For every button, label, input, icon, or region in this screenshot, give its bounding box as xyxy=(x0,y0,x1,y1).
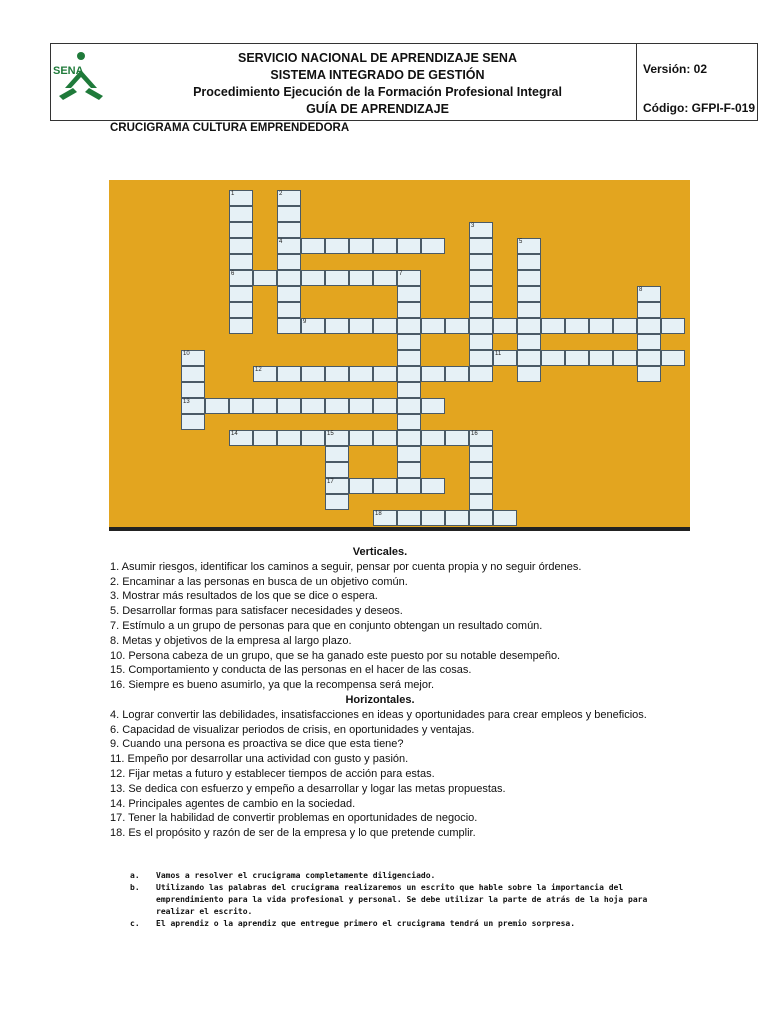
clue-vertical-3: 3. Mostrar más resultados de los que se dice o espera. xyxy=(110,590,378,603)
crossword-cell[interactable] xyxy=(301,238,325,254)
document-subtitle: CRUCIGRAMA CULTURA EMPRENDEDORA xyxy=(110,122,350,134)
crossword-cell[interactable] xyxy=(349,478,373,494)
clue-horizontal-9: 9. Cuando una persona es proactiva se dice que esta tiene? xyxy=(110,738,404,751)
instruction-item xyxy=(130,882,650,918)
clue-horizontal-18: 18. Es el propósito y razón de ser de la empresa y lo que pretende cumplir. xyxy=(110,827,476,840)
header-line-3: Procedimiento Ejecución de la Formación Profesional Integral xyxy=(193,85,562,99)
crossword-cell[interactable] xyxy=(229,206,253,222)
clue-number: 6 xyxy=(231,271,235,277)
crossword-cell[interactable] xyxy=(637,318,661,334)
instruction-text: Utilizando las palabras del crucigrama realizaremos un escrito que hable sobre la importancia del emprendimiento para la vida profesional y personal. Se debe utilizar la parte de atrás de la hoja para realizar el escrito. xyxy=(156,883,648,916)
crossword-cell[interactable] xyxy=(517,302,541,318)
crossword-cell[interactable] xyxy=(325,398,349,414)
crossword-cell[interactable] xyxy=(277,366,301,382)
header-line-2: SISTEMA INTEGRADO DE GESTIÓN xyxy=(270,68,485,82)
crossword-cell[interactable] xyxy=(301,318,325,334)
crossword-cell[interactable] xyxy=(397,398,421,414)
crossword-cell[interactable] xyxy=(517,254,541,270)
crossword-cell[interactable] xyxy=(397,350,421,366)
clue-vertical-10: 10. Persona cabeza de un grupo, que se ha ganado este puesto por su notable desempeño. xyxy=(110,649,561,662)
crossword-cell[interactable] xyxy=(277,238,301,254)
crossword-cell[interactable] xyxy=(637,350,661,366)
header-line-4: GUÍA DE APRENDIZAJE xyxy=(306,102,449,116)
logo-cell xyxy=(51,44,119,120)
instruction-item xyxy=(130,870,650,882)
crossword-cell[interactable] xyxy=(493,318,517,334)
clue-number: 14 xyxy=(231,431,238,437)
crossword-cell[interactable] xyxy=(373,238,397,254)
crossword-cell[interactable] xyxy=(565,318,589,334)
crossword-cell[interactable] xyxy=(301,270,325,286)
crossword-cell[interactable] xyxy=(325,318,349,334)
crossword-bottom-border xyxy=(109,527,690,531)
crossword-cell[interactable] xyxy=(349,270,373,286)
crossword-cell[interactable] xyxy=(301,430,325,446)
instruction-mark: c. xyxy=(130,919,140,928)
crossword-cell[interactable] xyxy=(421,318,445,334)
crossword-cell[interactable] xyxy=(373,510,397,526)
crossword-cell[interactable] xyxy=(397,318,421,334)
crossword-cell[interactable] xyxy=(517,350,541,366)
crossword-cell[interactable] xyxy=(325,430,349,446)
crossword-cell[interactable] xyxy=(421,398,445,414)
crossword-cell[interactable] xyxy=(253,270,277,286)
clue-horizontal-14: 14. Principales agentes de cambio en la sociedad. xyxy=(110,797,356,810)
crossword-cell[interactable] xyxy=(229,398,253,414)
instruction-text: Vamos a resolver el crucigrama completamente diligenciado. xyxy=(156,871,436,880)
clue-number: 5 xyxy=(519,239,523,245)
crossword-cell[interactable] xyxy=(445,510,469,526)
vertical-heading: Verticales. xyxy=(352,546,408,558)
crossword-cell[interactable] xyxy=(637,366,661,382)
crossword-cell[interactable] xyxy=(469,334,493,350)
crossword-cell[interactable] xyxy=(277,286,301,302)
crossword-cell[interactable] xyxy=(469,302,493,318)
crossword-cell[interactable] xyxy=(205,398,229,414)
crossword-cell[interactable] xyxy=(469,446,493,462)
crossword-cell[interactable] xyxy=(277,318,301,334)
crossword-cell[interactable] xyxy=(397,270,421,286)
crossword-cell[interactable] xyxy=(229,270,253,286)
crossword-cell[interactable] xyxy=(373,318,397,334)
crossword-cell[interactable] xyxy=(517,238,541,254)
crossword-cell[interactable] xyxy=(229,238,253,254)
clue-horizontal-17: 17. Tener la habilidad de convertir problemas en oportunidades de negocio. xyxy=(110,812,478,825)
crossword-cell[interactable] xyxy=(421,430,445,446)
crossword-cell[interactable] xyxy=(349,366,373,382)
crossword-cell[interactable] xyxy=(349,430,373,446)
crossword-cell[interactable] xyxy=(661,318,685,334)
clue-number: 4 xyxy=(279,239,283,245)
crossword-cell[interactable] xyxy=(493,350,517,366)
crossword-cell[interactable] xyxy=(373,430,397,446)
clue-horizontal-13: 13. Se dedica con esfuerzo y empeño a desarrollar y logar las metas propuestas. xyxy=(110,782,506,795)
crossword-cell[interactable] xyxy=(637,334,661,350)
crossword-cell[interactable] xyxy=(325,462,349,478)
logo-text: SENA xyxy=(53,65,84,77)
crossword-cell[interactable] xyxy=(469,510,493,526)
crossword-cell[interactable] xyxy=(637,286,661,302)
crossword-cell[interactable] xyxy=(397,446,421,462)
crossword-cell[interactable] xyxy=(421,238,445,254)
clue-number: 18 xyxy=(375,511,382,517)
crossword-cell[interactable] xyxy=(325,270,349,286)
crossword-cell[interactable] xyxy=(373,398,397,414)
crossword-cell[interactable] xyxy=(229,222,253,238)
crossword-cell[interactable] xyxy=(637,302,661,318)
crossword-cell[interactable] xyxy=(421,478,445,494)
crossword-cell[interactable] xyxy=(301,366,325,382)
crossword-cell[interactable] xyxy=(277,398,301,414)
clue-horizontal-12: 12. Fijar metas a futuro y establecer tiempos de acción para estas. xyxy=(110,767,435,780)
instruction-mark: a. xyxy=(130,871,140,880)
crossword-cell[interactable] xyxy=(517,366,541,382)
header-line-1: SERVICIO NACIONAL DE APRENDIZAJE SENA xyxy=(238,51,517,65)
crossword-cell[interactable] xyxy=(469,318,493,334)
crossword-cell[interactable] xyxy=(373,366,397,382)
clue-number: 12 xyxy=(255,367,262,373)
clue-number: 3 xyxy=(471,223,475,229)
crossword-cell[interactable] xyxy=(397,286,421,302)
clue-vertical-2: 2. Encaminar a las personas en busca de un objetivo común. xyxy=(110,575,408,588)
clue-number: 1 xyxy=(231,191,235,197)
crossword-cell[interactable] xyxy=(181,398,205,414)
crossword-cell[interactable] xyxy=(277,302,301,318)
crossword-cell[interactable] xyxy=(469,430,493,446)
instructions-list xyxy=(130,870,650,930)
crossword-cell[interactable] xyxy=(397,430,421,446)
crossword-cell[interactable] xyxy=(397,334,421,350)
crossword-cell[interactable] xyxy=(277,190,301,206)
clue-number: 9 xyxy=(303,319,307,325)
crossword-cell[interactable] xyxy=(277,270,301,286)
crossword-cell[interactable] xyxy=(325,366,349,382)
crossword-cell[interactable] xyxy=(277,222,301,238)
crossword-cell[interactable] xyxy=(397,302,421,318)
crossword-cell[interactable] xyxy=(277,206,301,222)
crossword-cell[interactable] xyxy=(373,270,397,286)
crossword-cell[interactable] xyxy=(469,222,493,238)
crossword-cell[interactable] xyxy=(445,430,469,446)
crossword-cell[interactable] xyxy=(373,478,397,494)
vertical-clues-list xyxy=(110,560,650,693)
crossword-cell[interactable] xyxy=(565,350,589,366)
crossword-cell[interactable] xyxy=(469,286,493,302)
crossword-cell[interactable] xyxy=(397,414,421,430)
clue-vertical-16: 16. Siempre es bueno asumirlo, ya que la recompensa será mejor. xyxy=(110,679,435,692)
crossword-cell[interactable] xyxy=(277,254,301,270)
clue-number: 10 xyxy=(183,351,190,357)
clue-number: 2 xyxy=(279,191,283,197)
crossword-cell[interactable] xyxy=(253,430,277,446)
crossword-cell[interactable] xyxy=(349,398,373,414)
clue-number: 16 xyxy=(471,431,478,437)
crossword-cell[interactable] xyxy=(301,398,325,414)
crossword-cell[interactable] xyxy=(469,254,493,270)
crossword-cell[interactable] xyxy=(253,366,277,382)
crossword-cell[interactable] xyxy=(277,430,301,446)
clue-number: 17 xyxy=(327,479,334,485)
crossword-cell[interactable] xyxy=(517,334,541,350)
clue-vertical-7: 7. Estímulo a un grupo de personas para que en conjunto obtengan un resultado común. xyxy=(110,619,543,632)
crossword-cell[interactable] xyxy=(469,462,493,478)
horizontal-heading: Horizontales. xyxy=(345,693,415,706)
clue-number: 15 xyxy=(327,431,334,437)
crossword-cell[interactable] xyxy=(661,350,685,366)
clues-section xyxy=(110,545,650,841)
clue-number: 8 xyxy=(639,287,643,293)
crossword-cell[interactable] xyxy=(613,318,637,334)
clue-vertical-1: 1. Asumir riesgos, identificar los caminos a seguir, pensar por cuenta propia y no seguir órdenes. xyxy=(110,560,582,573)
crossword-cell[interactable] xyxy=(397,238,421,254)
crossword-cell[interactable] xyxy=(181,366,205,382)
crossword-cell[interactable] xyxy=(469,494,493,510)
crossword-cell[interactable] xyxy=(469,478,493,494)
crossword-cell[interactable] xyxy=(445,318,469,334)
crossword-cell[interactable] xyxy=(229,302,253,318)
crossword-cell[interactable] xyxy=(181,414,205,430)
instruction-text: El aprendiz o la aprendiz que entregue primero el crucigrama tendrá un premio sorpresa. xyxy=(156,919,576,928)
crossword-cell[interactable] xyxy=(181,350,205,366)
code-label: Código: GFPI-F-019 xyxy=(643,101,755,115)
crossword-cell[interactable] xyxy=(469,350,493,366)
crossword-cell[interactable] xyxy=(517,286,541,302)
crossword-cell[interactable] xyxy=(325,494,349,510)
crossword-cell[interactable] xyxy=(517,318,541,334)
crossword-cell[interactable] xyxy=(397,478,421,494)
crossword-cell[interactable] xyxy=(229,430,253,446)
crossword-cell[interactable] xyxy=(349,318,373,334)
crossword-cell[interactable] xyxy=(469,366,493,382)
crossword-cell[interactable] xyxy=(181,382,205,398)
clue-vertical-15: 15. Comportamiento y conducta de las personas en el hacer de las cosas. xyxy=(110,664,472,677)
header-meta-cell xyxy=(637,44,757,120)
instruction-mark: b. xyxy=(130,883,140,892)
header-title-cell xyxy=(119,44,637,120)
crossword-cell[interactable] xyxy=(589,350,613,366)
crossword-cell[interactable] xyxy=(229,190,253,206)
horizontal-clues-list xyxy=(110,708,650,841)
crossword-cell[interactable] xyxy=(397,510,421,526)
crossword-cell[interactable] xyxy=(421,510,445,526)
crossword-cell[interactable] xyxy=(229,286,253,302)
crossword-cell[interactable] xyxy=(445,366,469,382)
clue-number: 7 xyxy=(399,271,403,277)
crossword-cell[interactable] xyxy=(397,462,421,478)
crossword-cell[interactable] xyxy=(541,318,565,334)
crossword-cell[interactable] xyxy=(325,238,349,254)
crossword-cell[interactable] xyxy=(325,446,349,462)
crossword-cell[interactable] xyxy=(397,366,421,382)
crossword-cell[interactable] xyxy=(349,238,373,254)
crossword-cell[interactable] xyxy=(253,398,277,414)
crossword-cell[interactable] xyxy=(229,318,253,334)
clue-number: 11 xyxy=(495,351,502,357)
instruction-item xyxy=(130,918,650,930)
clue-vertical-5: 5. Desarrollar formas para satisfacer necesidades y deseos. xyxy=(110,605,403,618)
crossword-cell[interactable] xyxy=(469,238,493,254)
crossword-cell[interactable] xyxy=(517,270,541,286)
crossword-cell[interactable] xyxy=(613,350,637,366)
clue-horizontal-11: 11. Empeño por desarrollar una actividad con gusto y pasión. xyxy=(110,753,409,766)
crossword-cell[interactable] xyxy=(589,318,613,334)
crossword-cell[interactable] xyxy=(229,254,253,270)
crossword-cell[interactable] xyxy=(541,350,565,366)
clue-horizontal-4: 4. Lograr convertir las debilidades, insatisfacciones en ideas y oportunidades para crear empleos y beneficios. xyxy=(110,708,647,721)
sena-logo xyxy=(51,44,119,122)
crossword-cell[interactable] xyxy=(325,478,349,494)
crossword-cell[interactable] xyxy=(397,382,421,398)
crossword-cell[interactable] xyxy=(493,510,517,526)
clue-horizontal-6: 6. Capacidad de visualizar periodos de crisis, en oportunidades y ventajas. xyxy=(110,723,475,736)
clue-number: 13 xyxy=(183,399,190,405)
crossword-cell[interactable] xyxy=(469,270,493,286)
clue-vertical-8: 8. Metas y objetivos de la empresa al largo plazo. xyxy=(110,634,352,647)
version-label: Versión: 02 xyxy=(643,62,708,76)
crossword-grid xyxy=(109,180,690,531)
crossword-cell[interactable] xyxy=(421,366,445,382)
document-header xyxy=(50,43,758,121)
